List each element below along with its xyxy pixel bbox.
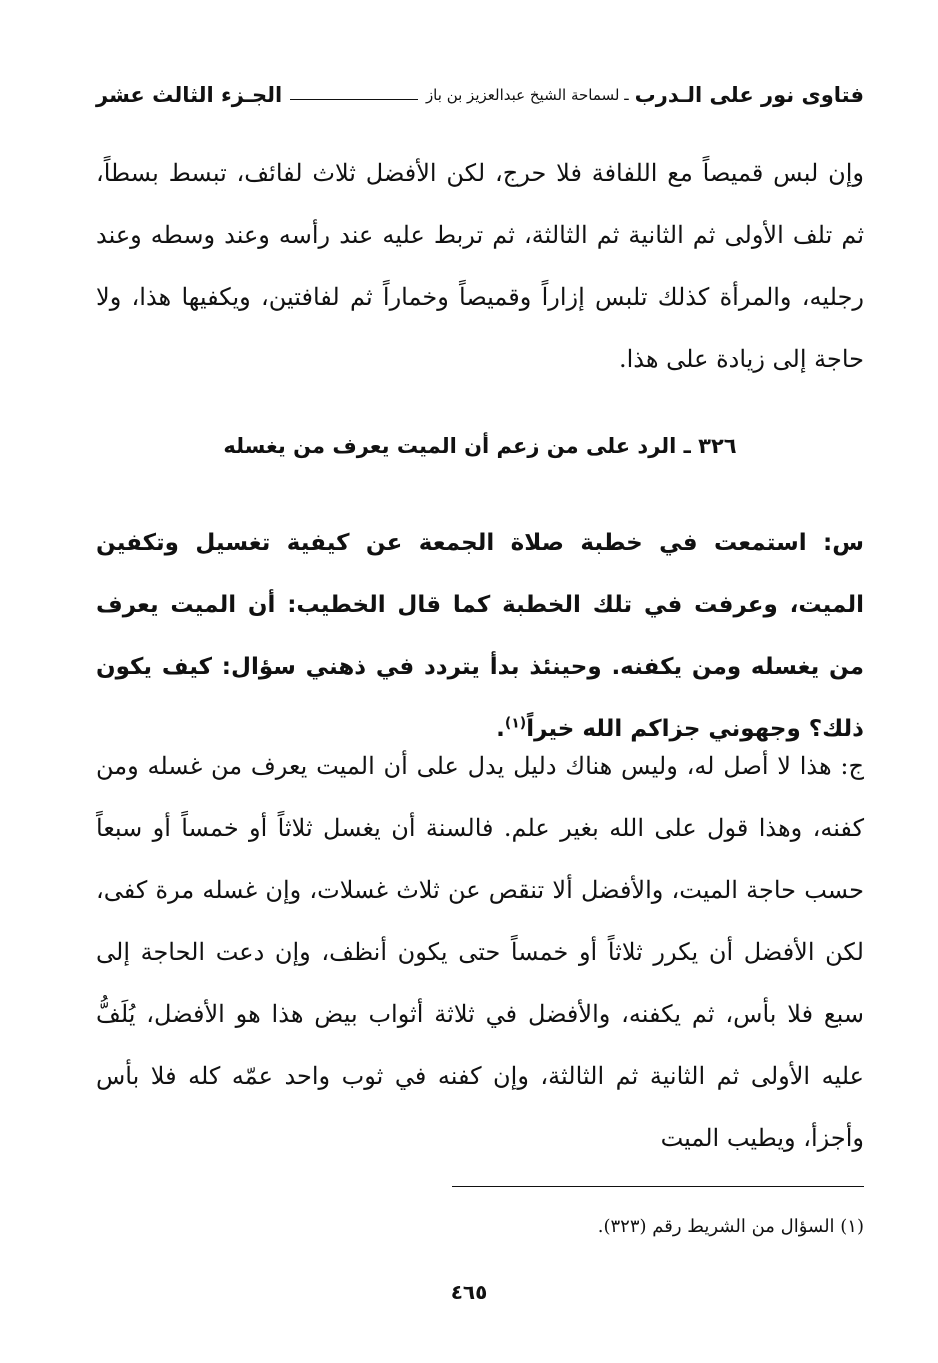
answer-paragraph: ج: هذا لا أصل له، وليس هناك دليل يدل على أن الميت يعرف من غسله ومن كفنه، وهذا قول على الله بغير علم. فالسنة أن يغسل ثلاثاً أو خمساً أو سبعاً حسب حاجة الميت، والأفضل ألا تنقص عن ثلاث غسلات، وإن غسله مرة كفى، لكن الأفضل أن يكرر ثلاثاً أو خمساً حتى يكون أنظف، وإن دعت الحاجة إلى سبع فلا بأس، ثم يكفنه، والأفضل في ثلاثة أثواب بيض هذا هو الأفضل، يُلَفُّ عليه الأولى ثم الثانية ثم الثالثة، وإن كفنه في ثوب واحد عمّه كله فلا بأس وأجزأ، ويطيب الميت	[96, 752, 864, 1152]
footnote: (١) السؤال من الشريط رقم (٣٢٣).	[597, 1216, 864, 1237]
intro-paragraph: وإن لبس قميصاً مع اللفافة فلا حرج، لكن الأفضل ثلاث لفائف، تبسط بسطاً، ثم تلف الأولى ثم الثانية ثم الثالثة، ثم تربط عليه عند رأسه وعند وسطه وعند رجليه، والمرأة كذلك تلبس إزاراً وقميصاً وخماراً ثم لفافتين، ويكفيها هذا، ولا حاجة إلى زيادة على هذا.	[96, 159, 865, 373]
header-book-title: فتاوى نور على الـدرب	[634, 83, 864, 107]
header-volume: الجـزء الثالث عشر	[96, 83, 283, 107]
question-end: .	[496, 716, 505, 742]
header-rule	[290, 99, 418, 100]
question-paragraph	[96, 512, 864, 760]
section-title: ٣٢٦ ـ الرد على من زعم أن الميت يعرف من يغسله	[223, 434, 737, 458]
header-author: ـ لسماحة الشيخ عبدالعزيز بن باز	[425, 86, 629, 104]
question-text: س: استمعت في خطبة صلاة الجمعة عن كيفية تغسيل وتكفين الميت، وعرفت في تلك الخطبة كما قال الخطيب: أن الميت يعرف من يغسله ومن يكفنه. وحينئذ بدأ يتردد في ذهني سؤال: كيف يكون ذلك؟ وجهوني جزاكم الله خيراً	[96, 530, 864, 742]
page-number: ٤٦٥	[450, 1280, 488, 1304]
running-header	[96, 78, 864, 112]
footnote-separator	[452, 1186, 864, 1187]
footnote-reference: (١)	[504, 715, 527, 732]
